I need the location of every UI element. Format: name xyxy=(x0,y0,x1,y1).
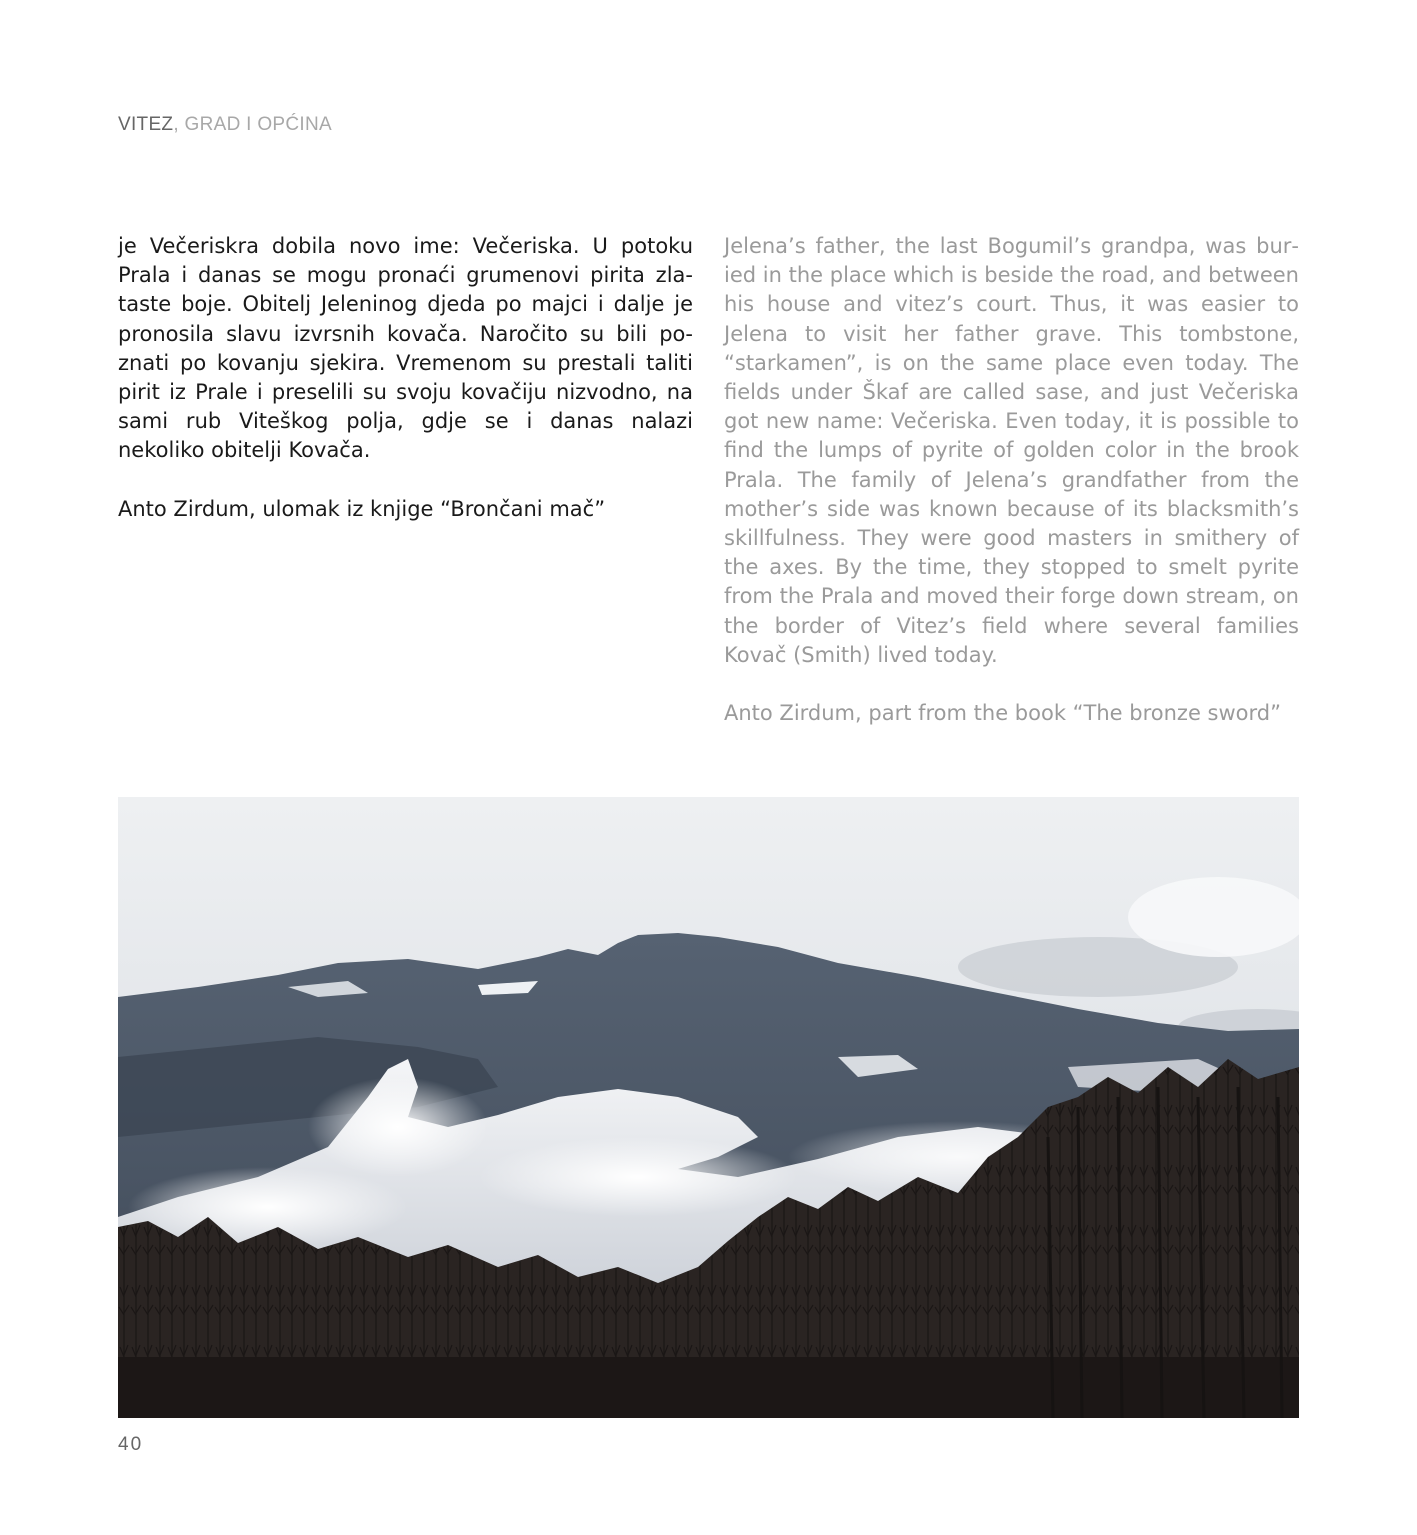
croatian-column xyxy=(118,232,693,524)
croatian-body-text: je Večeriskra dobila novo ime: Večeriska. U potoku Prala i danas se mogu pronaći grumenovi pirita zlataste boje. Obitelj Jeleninog djeda po majci i dalje je pronosila slavu izvrsnih kovača. Naročito su bili poznati po kovanju sjekira. Vremenom su prestali taliti pirit iz Prale i preselili su svoju kovačiju nizvodno, na sami rub Viteškog polja, gdje se i danas nalazi nekoliko obitelji Kovača. xyxy=(118,234,693,463)
english-signature: Anto Zirdum, part from the book “The bronze sword” xyxy=(724,701,1281,726)
header-title-light: , GRAD I OPĆINA xyxy=(173,114,332,135)
english-column xyxy=(724,232,1299,728)
header-title-strong: VITEZ xyxy=(118,114,174,135)
english-body-text: Jelena’s father, the last Bogumil’s grandpa, was buried in the place which is beside the road, and between his house and vitez’s court. Thus, it was easier to Jelena to visit her father grave. This tombstone, “starkamen”, is on the same place even today. The fields under Škaf are called sase, and just Večeriska got new name: Večeriska. Even today, it is possible to find the lumps of pyrite of golden color in the brook Prala. The family of Jelena’s grandfather from the mother’s side was known because of its blacksmith’s skillfulness. They were good masters in smithery of the axes. By the time, they stopped to smelt pyrite from the Prala and moved their forge down stream, on the border of Vitez’s field where several families Kovač (Smith) lived today. xyxy=(724,234,1299,667)
landscape-photo xyxy=(118,797,1299,1418)
croatian-signature: Anto Zirdum, ulomak iz knjige “Brončani mač” xyxy=(118,496,606,521)
running-header xyxy=(118,114,332,136)
page-number: 40 xyxy=(118,1434,144,1455)
